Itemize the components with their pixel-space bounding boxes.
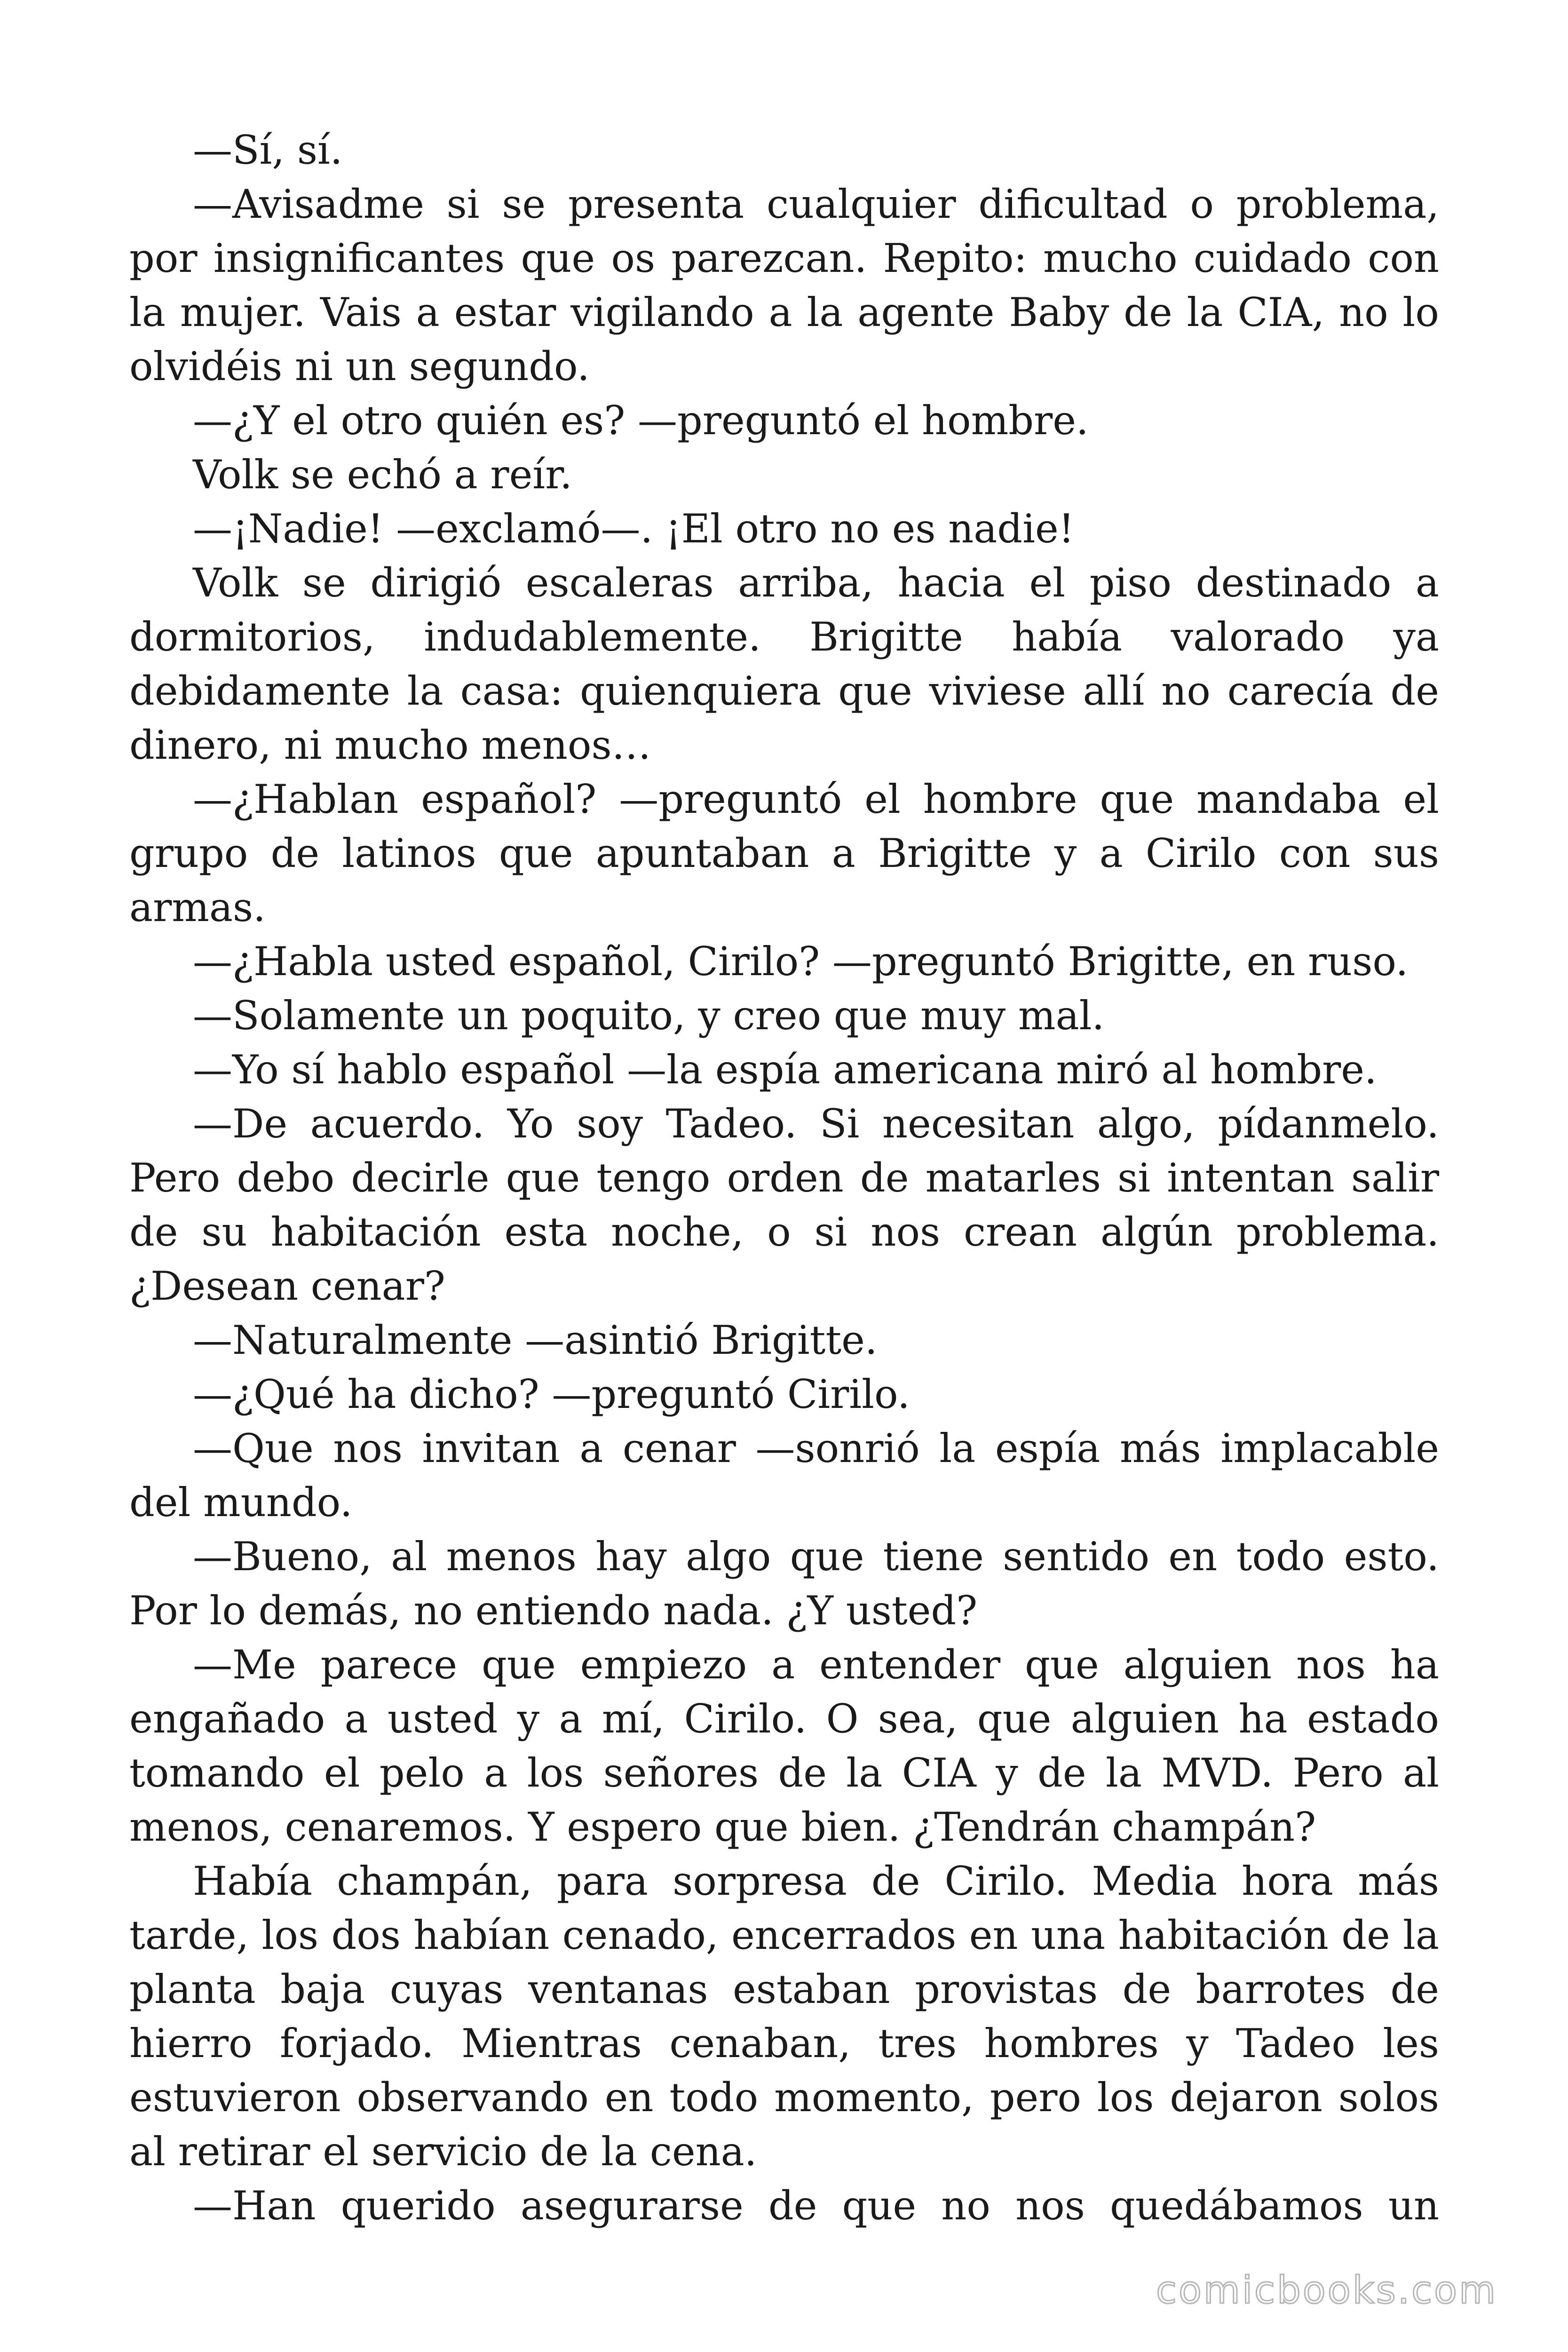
paragraph: —Avisadme si se presenta cualquier dificultad o problema, por insignificantes que os parezcan. Repito: mucho cuidado con la mujer. Vais a estar vigilando a la agente Baby de la CIA, no lo olvidéis ni un segundo. <box>129 181 1439 389</box>
paragraph-continued: —Han querido asegurarse de que no nos quedábamos un <box>193 2183 1439 2229</box>
paragraph: Había champán, para sorpresa de Cirilo. Media hora más tarde, los dos habían cenado, encerrados en una habitación de la planta baja cuyas ventanas estaban provistas de barrotes de hierro forjado. Mientras cenaban, tres hombres y Tadeo les estuvieron observando en todo momento, pero los dejaron solos al retirar el servicio de la cena. <box>129 1858 1439 2175</box>
paragraph: —¡Nadie! —exclamó—. ¡El otro no es nadie! <box>193 506 1075 552</box>
paragraph: —¿Habla usted español, Cirilo? —preguntó Brigitte, en ruso. <box>193 938 1409 985</box>
paragraph: —Sí, sí. <box>193 127 343 173</box>
paragraph: —De acuerdo. Yo soy Tadeo. Si necesitan algo, pídanmelo. Pero debo decirle que tengo orden de matarles si intentan salir de su habitación esta noche, o si nos crean algún problema. ¿Desean cenar? <box>129 1101 1439 1309</box>
paragraph: —Bueno, al menos hay algo que tiene sentido en todo esto. Por lo demás, no entiendo nada. ¿Y usted? <box>129 1534 1439 1634</box>
paragraph: —¿Y el otro quién es? —preguntó el hombre. <box>193 397 1089 444</box>
watermark: comicbooks.com <box>1156 2268 1497 2312</box>
paragraph: —¿Qué ha dicho? —preguntó Cirilo. <box>193 1371 910 1417</box>
paragraph: —Solamente un poquito, y creo que muy mal. <box>193 993 1105 1039</box>
paragraph: Volk se dirigió escaleras arriba, hacia el piso destinado a dormitorios, indudablemente. Brigitte había valorado ya debidamente la casa: quienquiera que viviese allí no carecía de dinero, ni mucho menos… <box>129 560 1439 768</box>
paragraph: —Me parece que empiezo a entender que alguien nos ha engañado a usted y a mí, Cirilo. O sea, que alguien ha estado tomando el pelo a los señores de la CIA y de la MVD. Pero al menos, cenaremos. Y espero que bien. ¿Tendrán champán? <box>129 1642 1439 1850</box>
paragraph: —¿Hablan español? —preguntó el hombre que mandaba el grupo de latinos que apuntaban a Brigitte y a Cirilo con sus armas. <box>129 776 1439 930</box>
paragraph: —Que nos invitan a cenar —sonrió la espía más implacable del mundo. <box>129 1425 1439 1526</box>
paragraph: Volk se echó a reír. <box>193 452 572 498</box>
page-text <box>129 123 1439 2233</box>
paragraph: —Yo sí hablo español —la espía americana miró al hombre. <box>193 1047 1377 1093</box>
paragraph: —Naturalmente —asintió Brigitte. <box>193 1317 878 1363</box>
